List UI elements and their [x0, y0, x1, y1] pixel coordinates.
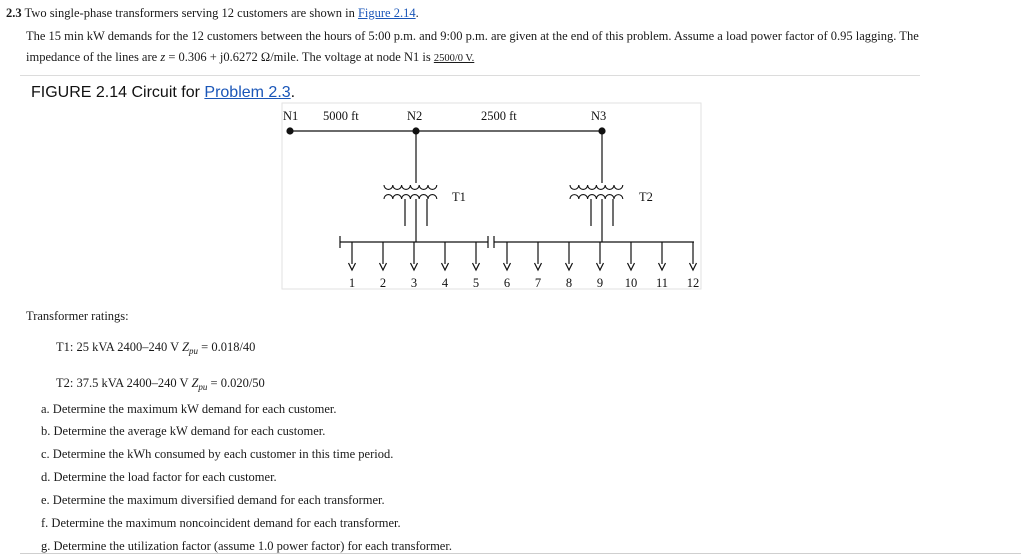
- customer-label: 4: [441, 276, 449, 290]
- customer-arrow-icon: [690, 263, 697, 270]
- customer-label: 7: [534, 276, 542, 290]
- t2-secondary-coil: [570, 195, 623, 199]
- t2-label: T2: [639, 190, 653, 204]
- ratings-heading: Transformer ratings:: [26, 309, 129, 323]
- segment-label-1: 5000 ft: [323, 109, 359, 123]
- node-label-n1: N1: [283, 109, 299, 123]
- segment-label-2: 2500 ft: [481, 109, 517, 123]
- customer-label: 5: [472, 276, 480, 290]
- question-d: d. Determine the load factor for each customer.: [41, 470, 277, 484]
- t1-primary-coil: [384, 185, 437, 189]
- customer-arrow-icon: [442, 263, 449, 270]
- node-label-n2: N2: [407, 109, 423, 123]
- figure-link[interactable]: Figure 2.14: [357, 6, 416, 20]
- question-g: g. Determine the utilization factor (assume 1.0 power factor) for each transformer.: [41, 539, 452, 553]
- impedance-eq: = 0.306 + j0.6272 Ω/mile. The voltage at node N1 is: [168, 50, 431, 64]
- customer-arrow-icon: [597, 263, 604, 270]
- customer-label: 6: [503, 276, 511, 290]
- customer-arrow-icon: [659, 263, 666, 270]
- t2-rating: T2: 37.5 kVA 2400–240 V $Z_{pu} = 0.020/50$: [56, 376, 265, 392]
- customer-arrow-icon: [628, 263, 635, 270]
- customer-arrow-icon: [380, 263, 387, 270]
- customer-label: 9: [596, 276, 604, 290]
- problem-intro: Two single-phase transformers serving 12 customers are shown in: [24, 6, 355, 20]
- problem-link[interactable]: Problem 2.3: [204, 84, 291, 101]
- node-n1-dot: [286, 127, 293, 134]
- figure-caption: FIGURE 2.14 Circuit for Problem 2.3.: [31, 84, 296, 101]
- question-f: f. Determine the maximum noncoincident demand for each transformer.: [41, 516, 401, 530]
- customer-arrow-icon: [473, 263, 480, 270]
- customer-arrow-icon: [349, 263, 356, 270]
- t1-secondary-coil: [384, 195, 437, 199]
- customer-label: 8: [565, 276, 573, 290]
- impedance-pre: impedance of the lines are: [26, 50, 158, 64]
- customer-label: 10: [624, 276, 638, 290]
- bottom-divider: [20, 553, 1021, 554]
- question-e: e. Determine the maximum diversified demand for each transformer.: [41, 493, 385, 507]
- question-a: a. Determine the maximum kW demand for each customer.: [41, 402, 337, 416]
- customer-drops: [349, 242, 700, 290]
- node-label-n3: N3: [591, 109, 607, 123]
- impedance-symbol: z: [160, 50, 166, 64]
- question-b: b. Determine the average kW demand for each customer.: [41, 424, 326, 438]
- customer-arrow-icon: [411, 263, 418, 270]
- problem-line-2: The 15 min kW demands for the 12 customers between the hours of 5:00 p.m. and 9:00 p.m. are given at the end of this problem. Assume a load power factor of 0.95 lagging. The: [26, 29, 919, 43]
- customer-label: 12: [686, 276, 700, 290]
- customer-label: 1: [348, 276, 356, 290]
- figure-caption-text: FIGURE 2.14 Circuit for: [31, 84, 200, 101]
- problem-number: 2.3: [6, 6, 22, 20]
- t2-primary-coil: [570, 185, 623, 189]
- t1-rating: T1: 25 kVA 2400–240 V $Z_{pu} = 0.018/40$: [56, 340, 256, 356]
- customer-arrow-icon: [535, 263, 542, 270]
- customer-label: 2: [379, 276, 387, 290]
- node-voltage: 2500/0 V.: [433, 53, 475, 64]
- customer-arrow-icon: [504, 263, 511, 270]
- customer-label: 3: [410, 276, 418, 290]
- problem-line-1: 2.3 Two single-phase transformers serving 12 customers are shown in Figure 2.14.: [6, 6, 419, 20]
- customer-arrow-icon: [566, 263, 573, 270]
- t1-label: T1: [452, 190, 466, 204]
- customer-label: 11: [655, 276, 669, 290]
- question-c: c. Determine the kWh consumed by each customer in this time period.: [41, 447, 394, 461]
